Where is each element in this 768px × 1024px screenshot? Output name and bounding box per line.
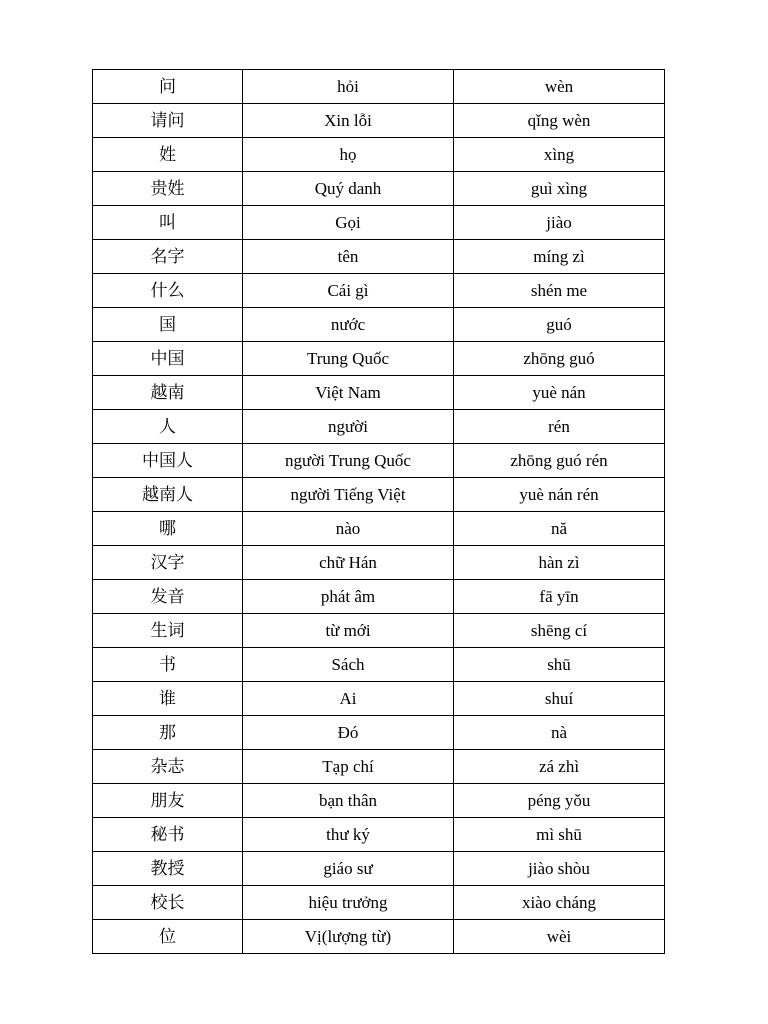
pinyin-cell: nà [454, 716, 665, 750]
pinyin-cell: péng yǒu [454, 784, 665, 818]
pinyin-cell: guì xìng [454, 172, 665, 206]
hanzi-cell: 人 [93, 410, 243, 444]
pinyin-cell: nă [454, 512, 665, 546]
table-row [93, 886, 665, 920]
hanzi-cell: 朋友 [93, 784, 243, 818]
table-row [93, 172, 665, 206]
meaning-cell: hiệu trưởng [243, 886, 454, 920]
pinyin-cell: xiào cháng [454, 886, 665, 920]
meaning-cell: nước [243, 308, 454, 342]
hanzi-cell: 中国 [93, 342, 243, 376]
meaning-cell: người Trung Quốc [243, 444, 454, 478]
table-row [93, 138, 665, 172]
meaning-cell: thư ký [243, 818, 454, 852]
meaning-cell: Cái gì [243, 274, 454, 308]
pinyin-cell: yuè nán rén [454, 478, 665, 512]
pinyin-cell: shēng cí [454, 614, 665, 648]
table-row [93, 444, 665, 478]
meaning-cell: Sách [243, 648, 454, 682]
table-row [93, 70, 665, 104]
meaning-cell: hỏi [243, 70, 454, 104]
vocabulary-table [92, 69, 665, 954]
hanzi-cell: 位 [93, 920, 243, 954]
pinyin-cell: guó [454, 308, 665, 342]
meaning-cell: Trung Quốc [243, 342, 454, 376]
table-row [93, 376, 665, 410]
hanzi-cell: 书 [93, 648, 243, 682]
table-row [93, 648, 665, 682]
table-row [93, 206, 665, 240]
meaning-cell: chữ Hán [243, 546, 454, 580]
meaning-cell: bạn thân [243, 784, 454, 818]
hanzi-cell: 秘书 [93, 818, 243, 852]
table-row [93, 784, 665, 818]
pinyin-cell: yuè nán [454, 376, 665, 410]
meaning-cell: phát âm [243, 580, 454, 614]
hanzi-cell: 请问 [93, 104, 243, 138]
pinyin-cell: rén [454, 410, 665, 444]
meaning-cell: Đó [243, 716, 454, 750]
pinyin-cell: jiào [454, 206, 665, 240]
hanzi-cell: 姓 [93, 138, 243, 172]
table-row [93, 478, 665, 512]
hanzi-cell: 中国人 [93, 444, 243, 478]
table-row [93, 104, 665, 138]
hanzi-cell: 越南 [93, 376, 243, 410]
pinyin-cell: wèn [454, 70, 665, 104]
hanzi-cell: 那 [93, 716, 243, 750]
meaning-cell: nào [243, 512, 454, 546]
table-row [93, 580, 665, 614]
pinyin-cell: zhōng guó [454, 342, 665, 376]
hanzi-cell: 哪 [93, 512, 243, 546]
table-row [93, 682, 665, 716]
meaning-cell: giáo sư [243, 852, 454, 886]
hanzi-cell: 汉字 [93, 546, 243, 580]
hanzi-cell: 贵姓 [93, 172, 243, 206]
table-row [93, 852, 665, 886]
pinyin-cell: qǐng wèn [454, 104, 665, 138]
hanzi-cell: 国 [93, 308, 243, 342]
meaning-cell: Việt Nam [243, 376, 454, 410]
pinyin-cell: mì shū [454, 818, 665, 852]
table-row [93, 410, 665, 444]
hanzi-cell: 教授 [93, 852, 243, 886]
table-row [93, 512, 665, 546]
table-row [93, 716, 665, 750]
pinyin-cell: hàn zì [454, 546, 665, 580]
vocabulary-table-body [93, 70, 665, 954]
pinyin-cell: míng zì [454, 240, 665, 274]
hanzi-cell: 发音 [93, 580, 243, 614]
table-row [93, 240, 665, 274]
meaning-cell: Vị(lượng từ) [243, 920, 454, 954]
pinyin-cell: zá zhì [454, 750, 665, 784]
pinyin-cell: xìng [454, 138, 665, 172]
meaning-cell: từ mới [243, 614, 454, 648]
pinyin-cell: jiào shòu [454, 852, 665, 886]
meaning-cell: người [243, 410, 454, 444]
pinyin-cell: shuí [454, 682, 665, 716]
table-row [93, 546, 665, 580]
table-row [93, 750, 665, 784]
meaning-cell: Xin lỗi [243, 104, 454, 138]
table-row [93, 614, 665, 648]
pinyin-cell: wèi [454, 920, 665, 954]
meaning-cell: họ [243, 138, 454, 172]
hanzi-cell: 什么 [93, 274, 243, 308]
meaning-cell: Gọi [243, 206, 454, 240]
hanzi-cell: 生词 [93, 614, 243, 648]
meaning-cell: Ai [243, 682, 454, 716]
meaning-cell: tên [243, 240, 454, 274]
meaning-cell: người Tiếng Việt [243, 478, 454, 512]
pinyin-cell: shén me [454, 274, 665, 308]
meaning-cell: Quý danh [243, 172, 454, 206]
hanzi-cell: 越南人 [93, 478, 243, 512]
hanzi-cell: 校长 [93, 886, 243, 920]
hanzi-cell: 谁 [93, 682, 243, 716]
table-row [93, 818, 665, 852]
table-row [93, 308, 665, 342]
pinyin-cell: fā yīn [454, 580, 665, 614]
meaning-cell: Tạp chí [243, 750, 454, 784]
pinyin-cell: shū [454, 648, 665, 682]
table-row [93, 342, 665, 376]
hanzi-cell: 名字 [93, 240, 243, 274]
hanzi-cell: 叫 [93, 206, 243, 240]
pinyin-cell: zhōng guó rén [454, 444, 665, 478]
table-row [93, 274, 665, 308]
hanzi-cell: 杂志 [93, 750, 243, 784]
table-row [93, 920, 665, 954]
hanzi-cell: 问 [93, 70, 243, 104]
